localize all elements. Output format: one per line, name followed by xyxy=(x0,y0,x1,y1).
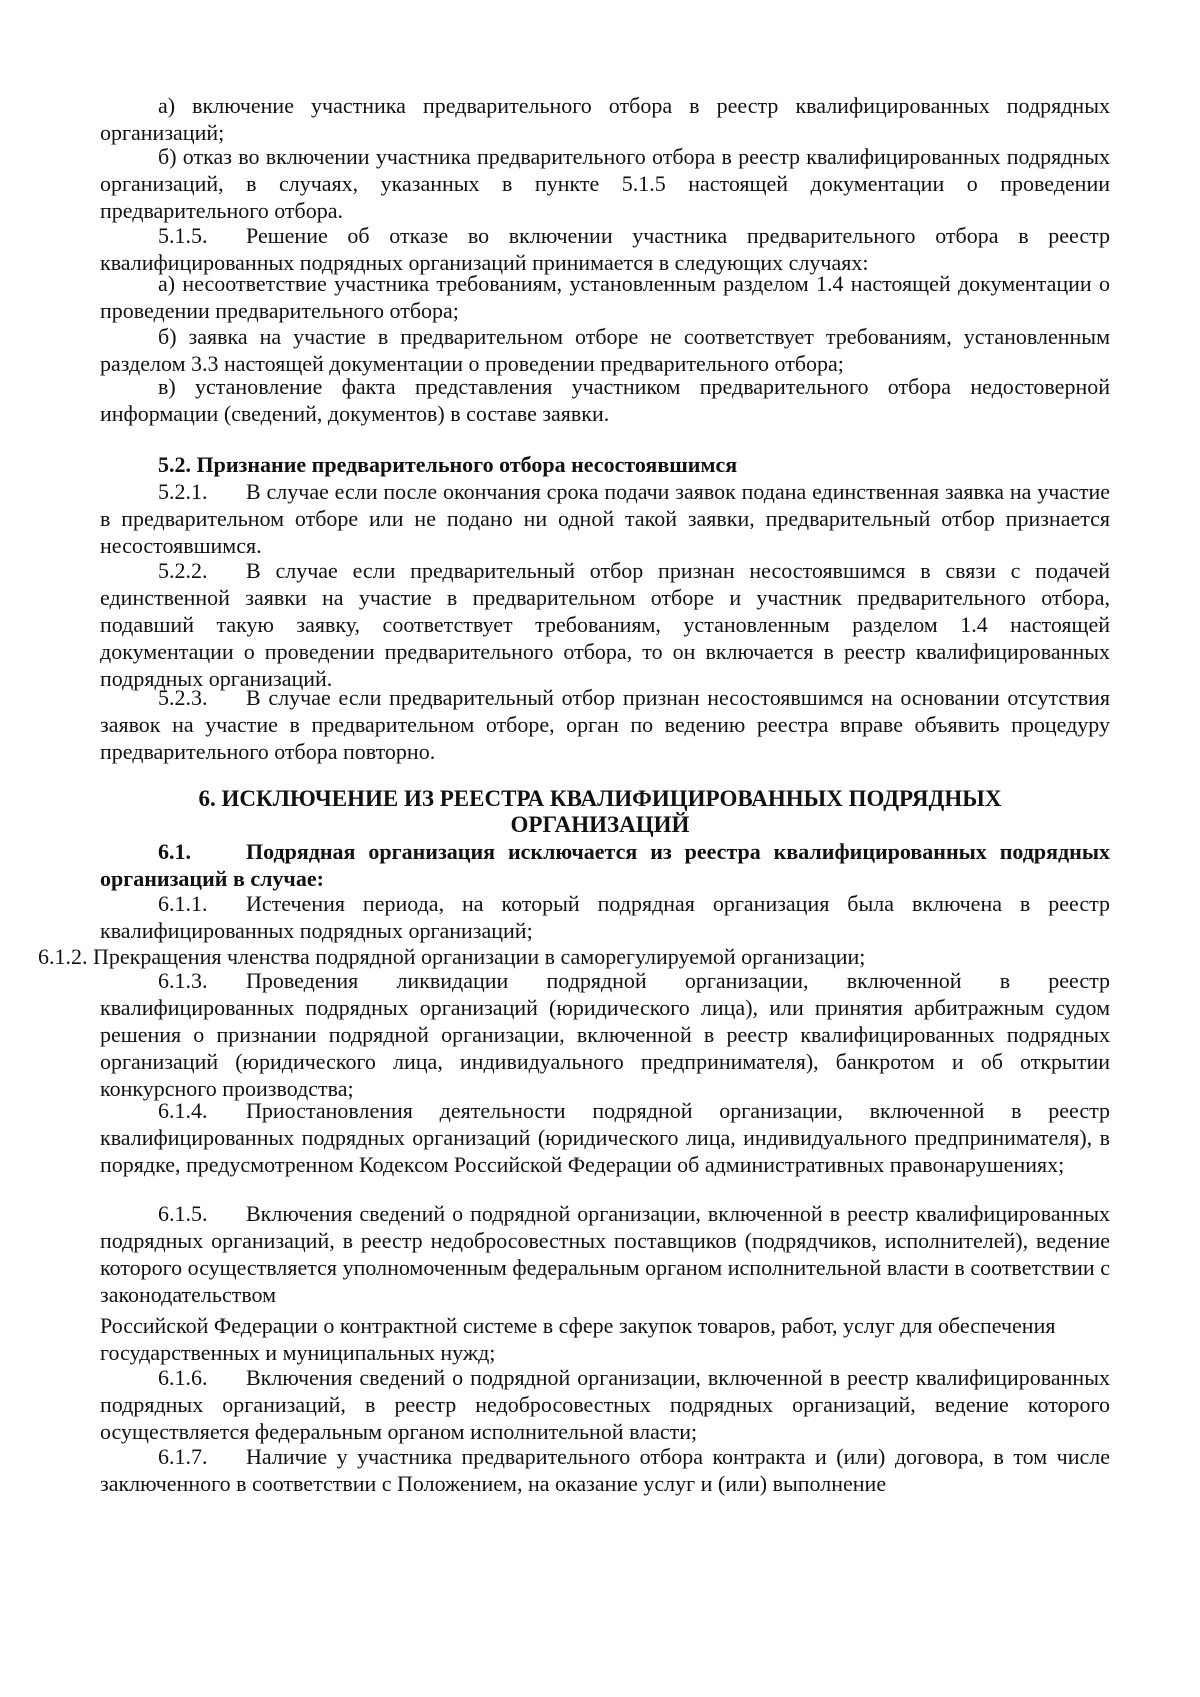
paragraph-5-2-3 xyxy=(100,684,1110,765)
item-number: 6.1.7. xyxy=(158,1444,208,1469)
paragraph-5-2-2 xyxy=(100,557,1110,692)
item-number: 5.1.5. xyxy=(158,223,208,248)
item-text: Проведения ликвидации подрядной организации, включенной в реестр квалифицированных подрядных организаций (юридического лица), или принятия арбитражным судом решения о признании подрядной организации, включенной в реестр квалифицированных подрядных организаций (юридического лица, индивидуального предпринимателя), банкротом и об открытии конкурсного производства; xyxy=(100,968,1110,1101)
item-text: В случае если после окончания срока подачи заявок подана единственная заявка на участие в предварительном отборе или не подано ни одной такой заявки, предварительный отбор признается несостоявшимся. xyxy=(100,479,1110,558)
item-number: 6.1. xyxy=(158,839,191,864)
item-number: 6.1.1. xyxy=(158,891,208,916)
item-text: Приостановления деятельности подрядной организации, включенной в реестр квалифицированных подрядных организаций (юридического лица, индивидуального предпринимателя), в порядке, предусмотренном Кодексом Российской Федерации об административных правонарушениях; xyxy=(100,1098,1110,1177)
paragraph-6-1-5-continued: Российской Федерации о контрактной системе в сфере закупок товаров, работ, услуг для обеспечения государственных и муниципальных нужд; xyxy=(100,1313,1056,1365)
paragraph-b-refusal: б) отказ во включении участника предварительного отбора в реестр квалифицированных подрядных организаций, в случаях, указанных в пункте 5.1.5 настоящей документации о проведении предварительного отбора. xyxy=(100,144,1110,223)
item-number: 5.2.2. xyxy=(158,558,208,583)
item-text: Наличие у участника предварительного отбора контракта и (или) договора, в том числе заключенного в соответствии с Положением, на оказание услуг и (или) выполнение xyxy=(100,1444,1110,1496)
item-number: 6.1.4. xyxy=(158,1098,208,1123)
item-number: 6.1.5. xyxy=(158,1201,208,1226)
section-6-heading-line2: ОРГАНИЗАЦИЙ xyxy=(510,812,690,837)
paragraph-6-1-6 xyxy=(100,1364,1110,1445)
item-text: Решение об отказе во включении участника предварительного отбора в реестр квалифицированных подрядных организаций принимается в следующих случаях: xyxy=(100,223,1110,275)
item-text: Истечения периода, на который подрядная организация была включена в реестр квалифицированных подрядных организаций; xyxy=(100,891,1110,943)
item-number: 6.1.3. xyxy=(158,968,208,993)
item-text: Прекращения членства подрядной организации в саморегулируемой организации; xyxy=(93,944,866,969)
paragraph-5-2-1 xyxy=(100,478,1110,559)
section-5-2-heading: 5.2. Признание предварительного отбора несостоявшимся xyxy=(158,452,738,477)
paragraph-a-noncompliance: а) несоответствие участника требованиям, установленным разделом 1.4 настоящей документации о проведении предварительного отбора; xyxy=(100,271,1110,323)
item-number: 5.2.1. xyxy=(158,479,208,504)
paragraph-6-1 xyxy=(100,838,1110,892)
item-text: В случае если предварительный отбор признан несостоявшимся в связи с подачей единственной заявки на участие в предварительном отборе и участник предварительного отбора, подавший такую заявку, соответствует требованиям, установленным разделом 1.4 настоящей документации о проведении предварительного отбора, то он включается в реестр квалифицированных подрядных организаций. xyxy=(100,558,1110,691)
paragraph-6-1-1 xyxy=(100,890,1110,944)
paragraph-6-1-5 xyxy=(100,1200,1110,1308)
paragraph-6-1-2 xyxy=(38,943,1118,970)
section-6-heading xyxy=(150,786,1050,838)
paragraph-6-1-7 xyxy=(100,1443,1110,1497)
item-text: Подрядная организация исключается из реестра квалифицированных подрядных организаций в случае: xyxy=(100,839,1110,891)
paragraph-b-application: б) заявка на участие в предварительном отборе не соответствует требованиям, установленным разделом 3.3 настоящей документации о проведении предварительного отбора; xyxy=(100,324,1110,376)
item-number: 5.2.3. xyxy=(158,685,208,710)
paragraph-5-1-5 xyxy=(100,222,1110,276)
item-number: 6.1.6. xyxy=(158,1365,208,1390)
section-6-heading-line1: 6. ИСКЛЮЧЕНИЕ ИЗ РЕЕСТРА КВАЛИФИЦИРОВАННЫХ ПОДРЯДНЫХ xyxy=(198,786,1002,811)
paragraph-a-inclusion: а) включение участника предварительного отбора в реестр квалифицированных подрядных организаций; xyxy=(100,93,1110,145)
item-text: Включения сведений о подрядной организации, включенной в реестр квалифицированных подрядных организаций, в реестр недобросовестных подрядных организаций, ведение которого осуществляется федеральным органом исполнительной власти; xyxy=(100,1365,1110,1444)
item-text: Включения сведений о подрядной организации, включенной в реестр квалифицированных подрядных организаций, в реестр недобросовестных поставщиков (подрядчиков, исполнителей), ведение которого осуществляется уполномоченным федеральным органом исполнительной власти в соответствии с законодательством xyxy=(100,1201,1110,1307)
paragraph-6-1-4 xyxy=(100,1097,1110,1178)
paragraph-v-false-info: в) установление факта представления участником предварительного отбора недостоверной информации (сведений, документов) в составе заявки. xyxy=(100,374,1110,426)
paragraph-6-1-3 xyxy=(100,967,1110,1102)
item-text: В случае если предварительный отбор признан несостоявшимся на основании отсутствия заявок на участие в предварительном отборе, орган по ведению реестра вправе объявить процедуру предварительного отбора повторно. xyxy=(100,685,1110,764)
item-number: 6.1.2. xyxy=(38,944,88,969)
